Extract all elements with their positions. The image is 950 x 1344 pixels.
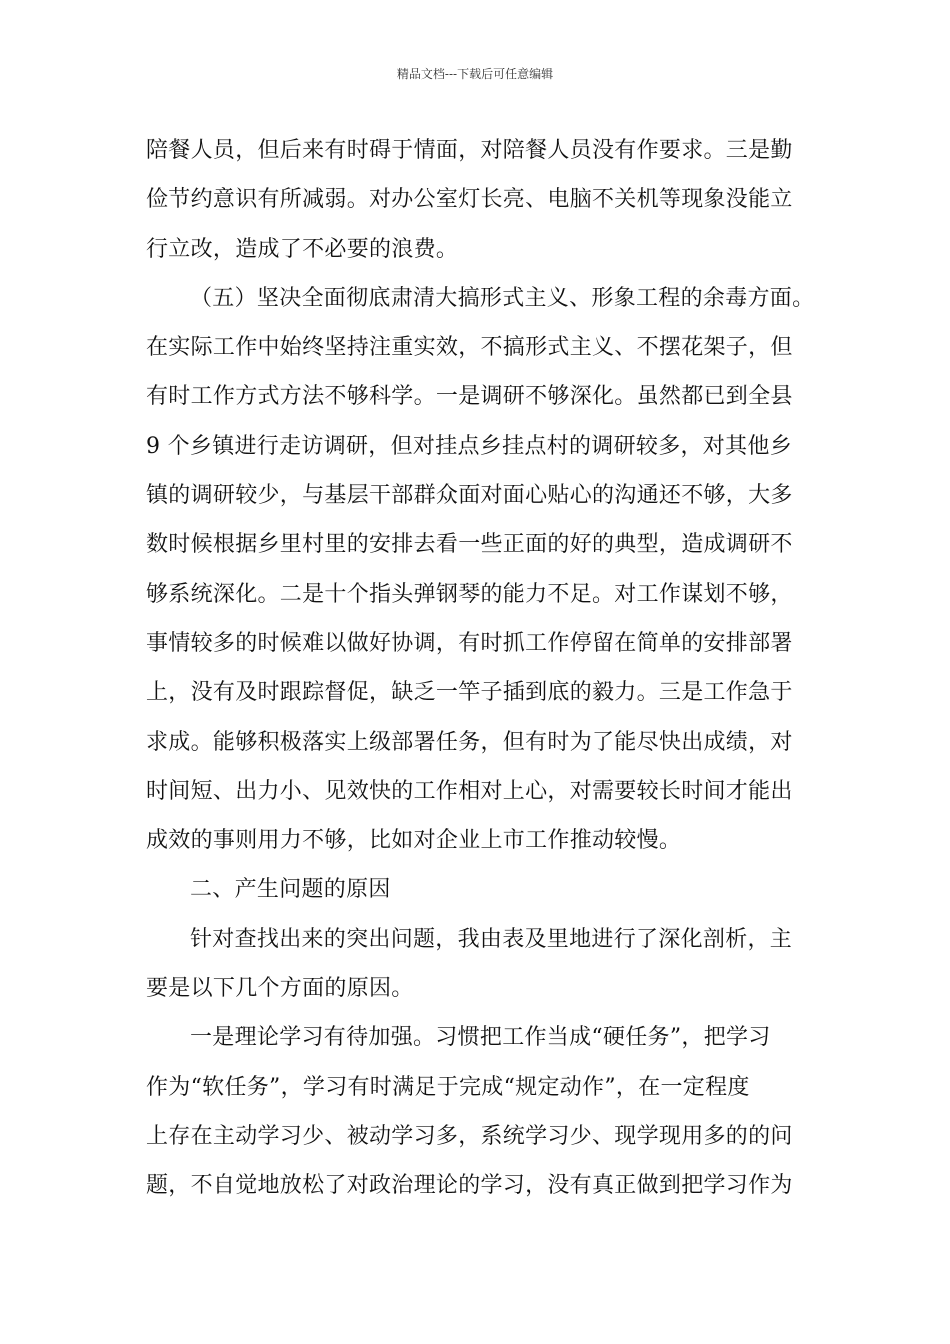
text-line: 在实际工作中始终坚持注重实效，不搞形式主义、不摆花架子，但 bbox=[146, 335, 793, 361]
text-line: 镇的调研较少，与基层干部群众面对面心贴心的沟通还不够，大多 bbox=[146, 483, 793, 509]
text-line: 陪餐人员，但后来有时碍于情面，对陪餐人员没有作要求。三是勤 bbox=[146, 138, 793, 163]
text-line: 作为“软任务”，学习有时满足于完成“规定动作”，在一定程度 bbox=[146, 1074, 750, 1100]
document-body bbox=[146, 126, 815, 1211]
text-line: 行立改，造成了不必要的浪费。 bbox=[146, 236, 459, 262]
text-line: 数时候根据乡里村里的安排去看一些正面的好的典型，造成调研不 bbox=[146, 532, 793, 558]
text-line: 上存在主动学习少、被动学习多，系统学习少、现学现用多的的问 bbox=[146, 1123, 793, 1149]
text-line: 时间短、出力小、见效快的工作相对上心，对需要较长时间才能出 bbox=[146, 778, 793, 804]
section-heading-five: （五）坚决全面彻底肃清大搞形式主义、形象工程的余毒方面。 bbox=[190, 285, 815, 311]
page-header: 精品文档---下载后可任意编辑 bbox=[396, 67, 554, 81]
text-line: 够系统深化。二是十个指头弹钢琴的能力不足。对工作谋划不够， bbox=[146, 581, 793, 607]
paragraph-start: 针对查找出来的突出问题，我由表及里地进行了深化剖析，主 bbox=[190, 926, 793, 952]
text-line: 事情较多的时候难以做好协调，有时抓工作停留在简单的安排部署 bbox=[146, 630, 793, 656]
text-line: 上，没有及时跟踪督促，缺乏一竿子插到底的毅力。三是工作急于 bbox=[146, 680, 793, 706]
text-line: 题，不自觉地放松了对政治理论的学习，没有真正做到把学习作为 bbox=[146, 1173, 793, 1199]
text-line: 有时工作方式方法不够科学。一是调研不够深化。虽然都已到全县 bbox=[146, 384, 793, 410]
section-heading-causes: 二、产生问题的原因 bbox=[190, 877, 391, 903]
text-line: 求成。能够积极落实上级部署任务，但有时为了能尽快出成绩，对 bbox=[146, 729, 793, 755]
text-line: 俭节约意识有所减弱。对办公室灯长亮、电脑不关机等现象没能立 bbox=[146, 187, 793, 213]
text-line: 9 个乡镇进行走访调研，但对挂点乡挂点村的调研较多，对其他乡 bbox=[146, 433, 792, 459]
text-line: 成效的事则用力不够，比如对企业上市工作推动较慢。 bbox=[146, 828, 682, 854]
paragraph-start: 一是理论学习有待加强。习惯把工作当成“硬任务”，把学习 bbox=[190, 1025, 771, 1051]
text-line: 要是以下几个方面的原因。 bbox=[146, 976, 414, 1002]
